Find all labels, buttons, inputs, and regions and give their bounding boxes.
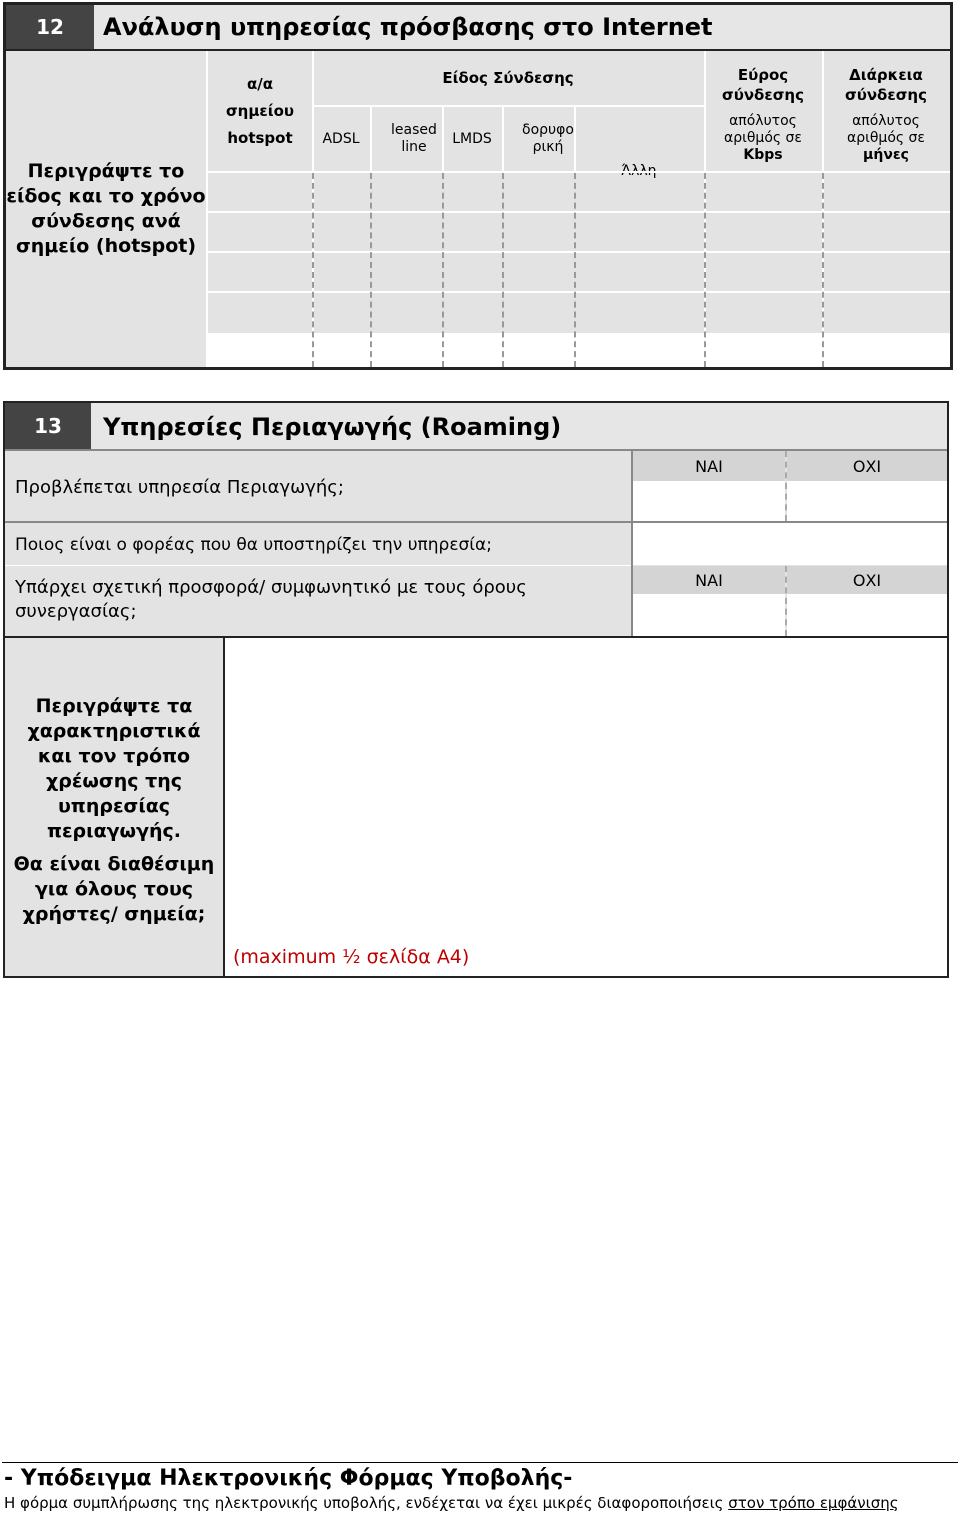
divider bbox=[442, 107, 444, 171]
no-label: ΟΧΙ bbox=[787, 566, 947, 594]
empty-row[interactable] bbox=[208, 333, 950, 367]
divider bbox=[208, 291, 950, 293]
provider-input[interactable] bbox=[633, 523, 947, 565]
bandwidth-unit: Kbps bbox=[743, 147, 783, 163]
desc-line: περιαγωγής. bbox=[46, 820, 182, 842]
divider bbox=[631, 451, 633, 636]
section-number: 12 bbox=[6, 5, 94, 49]
divider bbox=[442, 173, 444, 367]
divider bbox=[208, 171, 950, 173]
roaming-description-textarea[interactable] bbox=[223, 638, 947, 976]
col-header-other bbox=[574, 51, 704, 231]
divider bbox=[5, 565, 633, 566]
section-12-header bbox=[6, 5, 950, 51]
divider bbox=[785, 451, 787, 521]
roaming-description-label bbox=[5, 638, 223, 976]
divider bbox=[502, 107, 504, 171]
yes-label: ΝΑΙ bbox=[633, 566, 785, 594]
no-checkbox[interactable] bbox=[787, 481, 947, 521]
desc-line: χρέωσης της bbox=[45, 770, 183, 792]
col-header-aa-line1: α/α bbox=[246, 74, 274, 93]
col-header-bandwidth bbox=[704, 51, 822, 185]
duration-unit: μήνες bbox=[863, 147, 909, 163]
bandwidth-subtitle: απόλυτος αριθμός σε bbox=[724, 113, 802, 146]
col-header-duration bbox=[822, 51, 950, 185]
agreement-question-line1: Υπάρχει σχετική προσφορά/ συμφωνητικό με τους όρους bbox=[15, 577, 527, 598]
no-label: ΟΧΙ bbox=[787, 451, 947, 481]
divider bbox=[208, 251, 950, 253]
provider-question: Ποιος είναι ο φορέας που θα υποστηρίζει την υπηρεσία; bbox=[15, 535, 492, 555]
desc-line: χαρακτηριστικά bbox=[27, 720, 201, 742]
divider bbox=[785, 566, 787, 636]
section-title: Ανάλυση υπηρεσίας πρόσβασης στο Internet bbox=[103, 13, 713, 41]
col-header-aa-line2: σημείου bbox=[225, 101, 295, 120]
yes-label: ΝΑΙ bbox=[633, 451, 785, 481]
yes-checkbox[interactable] bbox=[633, 481, 785, 521]
max-length-note: (maximum ½ σελίδα Α4) bbox=[233, 946, 470, 968]
footer-title: - Υπόδειγμα Ηλεκτρονικής Φόρμας Υποβολής- bbox=[4, 1466, 573, 1491]
section-number: 13 bbox=[5, 403, 91, 449]
section-12 bbox=[3, 2, 953, 370]
connection-type-header: Είδος Σύνδεσης bbox=[442, 68, 574, 87]
divider bbox=[208, 211, 950, 213]
desc-line: για όλους τους bbox=[34, 878, 194, 900]
footer-divider bbox=[2, 1462, 958, 1463]
footer-note-text: Η φόρμα συμπλήρωσης της ηλεκτρονικής υποβολής, ενδέχεται να έχει μικρές διαφοροποιήσεις bbox=[4, 1494, 729, 1512]
duration-title: Διάρκεια σύνδεσης bbox=[845, 66, 927, 104]
hotspot-description-label: Περιγράψτε το είδος και το χρόνο σύνδεσης ανά σημείο (hotspot) bbox=[6, 51, 208, 367]
divider bbox=[704, 173, 706, 367]
roaming-description-section bbox=[3, 636, 949, 978]
col-header-lmds: LMDS bbox=[452, 130, 492, 147]
hotspot-table bbox=[208, 51, 950, 367]
footer-note bbox=[4, 1494, 899, 1512]
desc-line: χρήστες/ σημεία; bbox=[22, 903, 206, 925]
desc-line: Περιγράψτε τα bbox=[35, 695, 193, 717]
divider bbox=[502, 173, 504, 367]
duration-subtitle: απόλυτος αριθμός σε bbox=[847, 113, 925, 146]
roaming-question: Προβλέπεται υπηρεσία Περιαγωγής; bbox=[15, 477, 344, 498]
section-13 bbox=[3, 401, 949, 638]
desc-line: υπηρεσίας bbox=[57, 795, 171, 817]
col-header-aa bbox=[208, 51, 312, 171]
no-checkbox[interactable] bbox=[787, 594, 947, 636]
divider bbox=[370, 107, 372, 171]
agreement-question-line2: συνεργασίας; bbox=[15, 601, 137, 622]
section-title: Υπηρεσίες Περιαγωγής (Roaming) bbox=[103, 413, 562, 441]
col-header-satellite: δορυφο ρική bbox=[522, 122, 574, 155]
divider bbox=[370, 173, 372, 367]
desc-line: Θα είναι διαθέσιμη bbox=[13, 853, 215, 875]
divider bbox=[574, 173, 576, 367]
col-header-leased-line: leased line bbox=[391, 122, 437, 155]
col-header-aa-line3: hotspot bbox=[227, 128, 293, 147]
divider bbox=[574, 107, 576, 171]
footer-note-underlined: στον τρόπο εμφάνισης bbox=[728, 1494, 899, 1512]
divider bbox=[312, 173, 314, 367]
col-header-adsl: ADSL bbox=[322, 130, 360, 147]
desc-line: και τον τρόπο bbox=[37, 745, 191, 767]
bandwidth-title: Εύρος σύνδεσης bbox=[722, 66, 804, 104]
divider bbox=[822, 173, 824, 367]
yes-checkbox[interactable] bbox=[633, 594, 785, 636]
section-13-header bbox=[5, 403, 947, 451]
